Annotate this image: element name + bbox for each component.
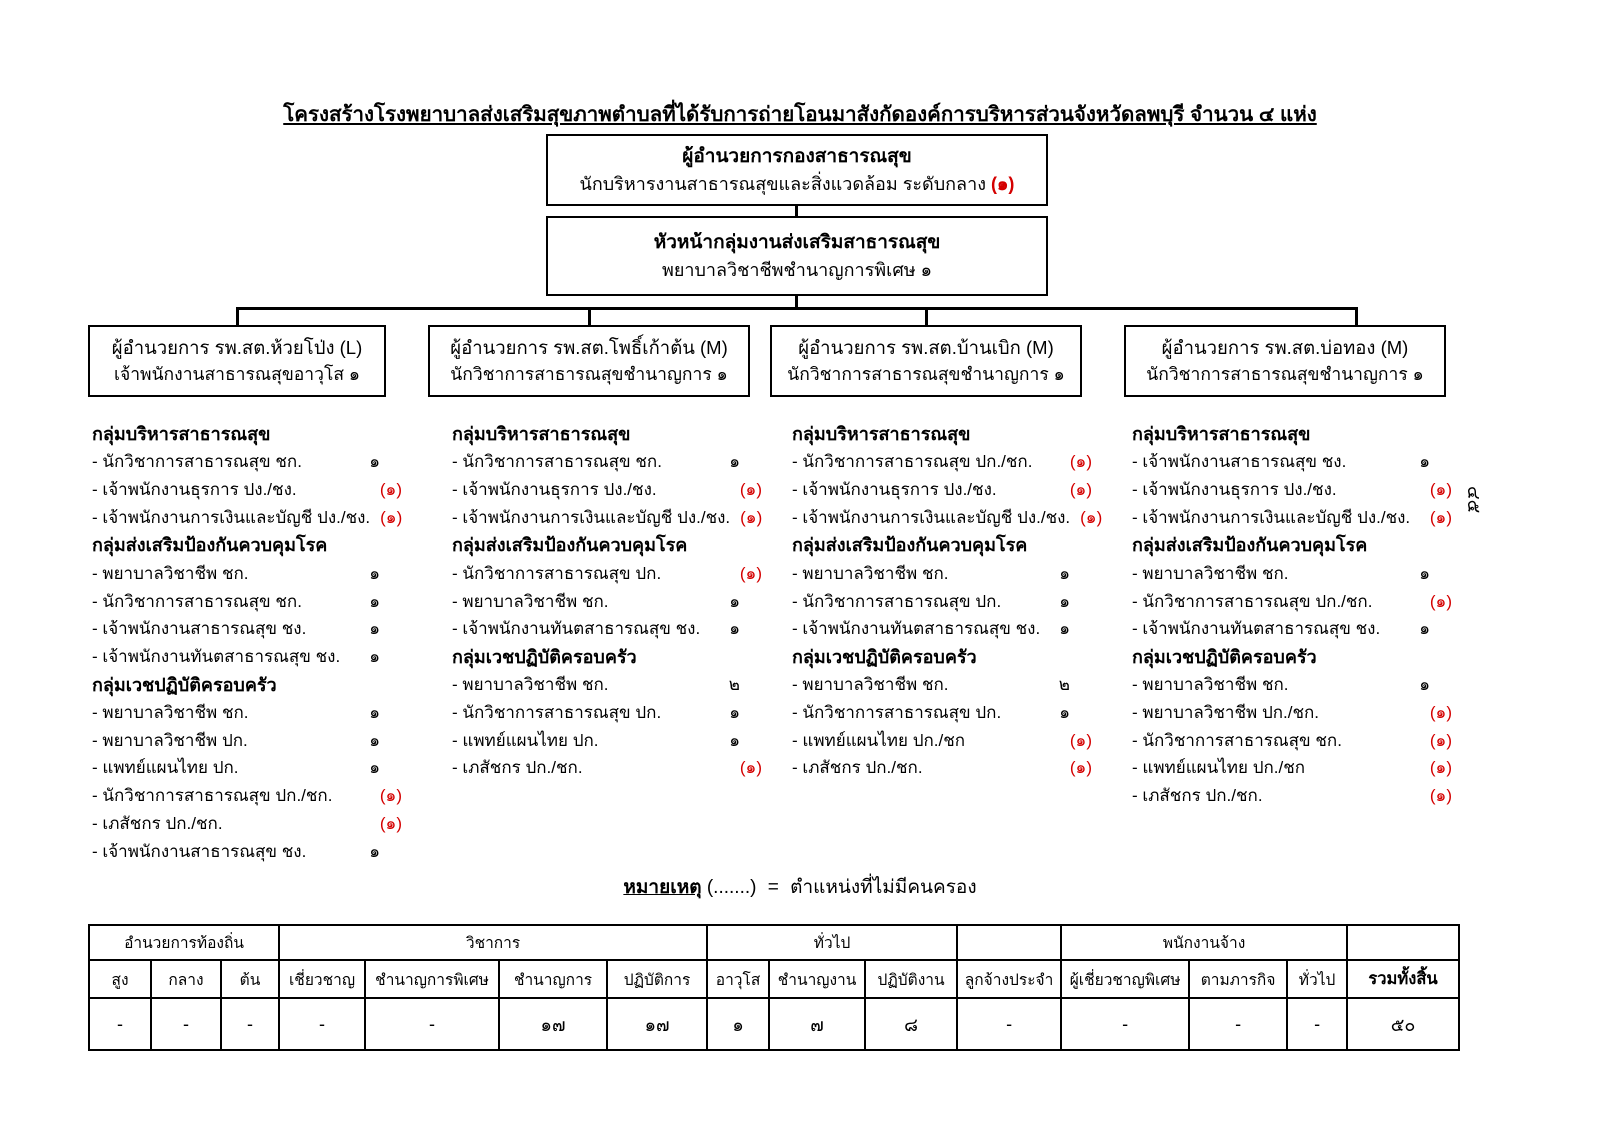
summary-sub-header: ปฏิบัติการ bbox=[607, 960, 707, 998]
staff-row bbox=[92, 699, 402, 727]
summary-sub-header: กลาง bbox=[151, 960, 221, 998]
staff-count-vacant: (๑) bbox=[379, 480, 402, 500]
summary-sub-header: สูง bbox=[89, 960, 151, 998]
summary-sub-header: ปฏิบัติงาน bbox=[865, 960, 957, 998]
staff-row bbox=[452, 754, 762, 782]
staff-column-1 bbox=[452, 420, 762, 782]
staff-row bbox=[92, 476, 402, 504]
staff-position-label: - เจ้าพนักงานการเงินและบัญชี ปง./ชง. bbox=[792, 507, 1071, 527]
summary-value-cell: - bbox=[279, 998, 365, 1050]
org-box-unit-0-subtitle: เจ้าพนักงานสาธารณสุขอาวุโส ๑ bbox=[114, 363, 360, 384]
staff-position-label: - นักวิชาการสาธารณสุข ชก. bbox=[92, 452, 302, 472]
staff-row bbox=[92, 643, 402, 671]
staff-row bbox=[452, 588, 762, 616]
staff-row bbox=[1132, 504, 1452, 532]
staff-position-label: - นักวิชาการสาธารณสุข ปก. bbox=[452, 563, 662, 583]
staff-row bbox=[1132, 699, 1452, 727]
summary-sub-header: อาวุโส bbox=[707, 960, 769, 998]
staff-count-vacant: (๑) bbox=[1429, 786, 1452, 806]
summary-value-cell: - bbox=[1287, 998, 1347, 1050]
summary-value-cell: ๑๗ bbox=[607, 998, 707, 1050]
staff-count-filled: ๑ bbox=[369, 758, 380, 778]
staff-position-label: - เจ้าพนักงานธุรการ ปง./ชง. bbox=[452, 480, 657, 500]
staff-row bbox=[452, 727, 762, 755]
legend-note-label: หมายเหตุ bbox=[623, 877, 702, 898]
staff-position-label: - นักวิชาการสาธารณสุข ชก. bbox=[452, 452, 662, 472]
staff-group-heading: กลุ่มบริหารสาธารณสุข bbox=[452, 424, 631, 444]
staff-row bbox=[1132, 476, 1452, 504]
staff-position-label: - นักวิชาการสาธารณสุข ปก./ชก. bbox=[792, 452, 1033, 472]
staff-position-label: - เจ้าพนักงานธุรการ ปง./ชง. bbox=[1132, 480, 1337, 500]
legend-note-dots: (.......) bbox=[706, 877, 757, 898]
org-box-director bbox=[546, 134, 1048, 206]
staff-row bbox=[92, 782, 402, 810]
staff-row bbox=[1132, 615, 1452, 643]
legend-note bbox=[0, 872, 1600, 902]
org-box-unit-3-subtitle: นักวิชาการสาธารณสุขชำนาญการ ๑ bbox=[1146, 363, 1424, 384]
staff-position-label: - แพทย์แผนไทย ปก./ชก bbox=[1132, 758, 1306, 778]
legend-note-equals: = bbox=[767, 877, 779, 898]
summary-value-cell: ๗ bbox=[769, 998, 865, 1050]
staff-group-heading: กลุ่มบริหารสาธารณสุข bbox=[92, 424, 271, 444]
staff-row bbox=[452, 671, 762, 699]
summary-value-cell: - bbox=[1189, 998, 1287, 1050]
staff-position-label: - แพทย์แผนไทย ปก. bbox=[452, 730, 599, 750]
staff-position-label: - เจ้าพนักงานการเงินและบัญชี ปง./ชง. bbox=[1132, 507, 1411, 527]
staff-count-filled: ๑ bbox=[1059, 591, 1070, 611]
staff-count-vacant: (๑) bbox=[1429, 730, 1452, 750]
staff-count-filled: ๑ bbox=[1419, 563, 1430, 583]
staff-count-vacant: (๑) bbox=[1429, 758, 1452, 778]
staff-row bbox=[452, 615, 762, 643]
staff-row bbox=[792, 476, 1092, 504]
staff-row bbox=[792, 588, 1092, 616]
summary-value-cell: - bbox=[221, 998, 279, 1050]
staff-position-label: - พยาบาลวิชาชีพ ชก. bbox=[452, 591, 609, 611]
staff-count-vacant: (๑) bbox=[1080, 507, 1103, 527]
staff-count-filled: ๑ bbox=[369, 730, 380, 750]
staff-position-label: - เจ้าพนักงานสาธารณสุข ชง. bbox=[92, 841, 307, 861]
staff-row bbox=[792, 560, 1092, 588]
org-box-unit-0 bbox=[88, 325, 386, 397]
staff-group-heading: กลุ่มบริหารสาธารณสุข bbox=[1132, 424, 1311, 444]
staff-position-label: - พยาบาลวิชาชีพ ปก. bbox=[92, 730, 248, 750]
staff-row bbox=[792, 754, 1092, 782]
staff-row bbox=[1132, 588, 1452, 616]
staff-position-label: - พยาบาลวิชาชีพ ชก. bbox=[1132, 563, 1289, 583]
org-box-unit-1-subtitle: นักวิชาการสาธารณสุขชำนาญการ ๑ bbox=[450, 363, 728, 384]
staff-group-heading: กลุ่มเวชปฏิบัติครอบครัว bbox=[92, 674, 277, 695]
staff-position-label: - เภสัชกร ปก./ชก. bbox=[792, 758, 923, 778]
staff-row bbox=[1132, 448, 1452, 476]
staff-count-filled: ๑ bbox=[1419, 619, 1430, 639]
staff-count-vacant: (๑) bbox=[1069, 452, 1092, 472]
summary-table bbox=[88, 924, 1460, 1051]
summary-value-cell: ๕๐ bbox=[1347, 998, 1459, 1050]
staff-count-vacant: (๑) bbox=[1429, 507, 1452, 527]
staff-row bbox=[792, 448, 1092, 476]
staff-row bbox=[1132, 754, 1452, 782]
summary-table-value-row bbox=[89, 998, 1459, 1050]
staff-position-label: - เภสัชกร ปก./ชก. bbox=[452, 758, 583, 778]
summary-value-cell: - bbox=[365, 998, 499, 1050]
staff-position-label: - นักวิชาการสาธารณสุข ปก. bbox=[792, 591, 1002, 611]
staff-position-label: - เจ้าพนักงานทันตสาธารณสุข ชง. bbox=[1132, 619, 1381, 639]
summary-value-cell: - bbox=[1061, 998, 1189, 1050]
staff-column-3 bbox=[1132, 420, 1452, 810]
staff-position-label: - นักวิชาการสาธารณสุข ปก./ชก. bbox=[92, 786, 333, 806]
staff-row bbox=[792, 504, 1103, 532]
staff-position-label: - เจ้าพนักงานสาธารณสุข ชง. bbox=[1132, 452, 1347, 472]
staff-position-label: - นักวิชาการสาธารณสุข ปก./ชก. bbox=[1132, 591, 1373, 611]
summary-table-sub-header-row bbox=[89, 960, 1459, 998]
staff-row bbox=[1132, 727, 1452, 755]
summary-sub-header: ต้น bbox=[221, 960, 279, 998]
org-box-unit-2 bbox=[770, 325, 1082, 397]
staff-count-filled: ๑ bbox=[729, 591, 740, 611]
summary-sub-header: รวมทั้งสิ้น bbox=[1347, 960, 1459, 998]
org-box-unit-2-subtitle: นักวิชาการสาธารณสุขชำนาญการ ๑ bbox=[787, 363, 1065, 384]
staff-count-filled: ๑ bbox=[1419, 675, 1430, 695]
staff-group-heading: กลุ่มส่งเสริมป้องกันควบคุมโรค bbox=[452, 535, 688, 556]
staff-count-filled: ๑ bbox=[369, 841, 380, 861]
staff-row bbox=[92, 504, 402, 532]
staff-count-filled: ๑ bbox=[369, 452, 380, 472]
staff-count-filled: ๒ bbox=[1058, 675, 1070, 695]
summary-sub-header: เชี่ยวชาญ bbox=[279, 960, 365, 998]
page-title: โครงสร้างโรงพยาบาลส่งเสริมสุขภาพตำบลที่ได้รับการถ่ายโอนมาสังกัดองค์การบริหารส่วนจังหวัดลพบุรี จำนวน ๔ แห่ง bbox=[283, 103, 1317, 126]
staff-count-vacant: (๑) bbox=[379, 786, 402, 806]
staff-row bbox=[452, 699, 762, 727]
org-box-chief-title: หัวหน้ากลุ่มงานส่งเสริมสาธารณสุข bbox=[653, 232, 941, 254]
staff-row bbox=[452, 448, 762, 476]
staff-row bbox=[92, 615, 402, 643]
staff-position-label: - แพทย์แผนไทย ปก./ชก bbox=[792, 730, 966, 750]
staff-row bbox=[92, 838, 402, 866]
staff-count-vacant: (๑) bbox=[740, 507, 763, 527]
staff-row bbox=[792, 727, 1092, 755]
staff-count-filled: ๑ bbox=[1059, 563, 1070, 583]
org-box-director-subtitle bbox=[580, 171, 1015, 197]
staff-position-label: - พยาบาลวิชาชีพ ชก. bbox=[1132, 675, 1289, 695]
staff-position-label: - พยาบาลวิชาชีพ ปก./ชก. bbox=[1132, 703, 1320, 722]
staff-position-label: - แพทย์แผนไทย ปก. bbox=[92, 758, 239, 778]
summary-group-header: ทั่วไป bbox=[707, 925, 957, 960]
staff-row bbox=[792, 699, 1092, 727]
staff-count-filled: ๑ bbox=[729, 452, 740, 472]
org-box-unit-1 bbox=[428, 325, 750, 397]
staff-row bbox=[92, 810, 402, 838]
staff-group-heading: กลุ่มส่งเสริมป้องกันควบคุมโรค bbox=[1132, 535, 1368, 556]
staff-row bbox=[792, 615, 1092, 643]
summary-group-header: พนักงานจ้าง bbox=[1061, 925, 1347, 960]
staff-group-heading: กลุ่มส่งเสริมป้องกันควบคุมโรค bbox=[792, 535, 1028, 556]
staff-row bbox=[92, 754, 402, 782]
summary-value-cell: - bbox=[89, 998, 151, 1050]
summary-group-header: อำนวยการท้องถิ่น bbox=[89, 925, 279, 960]
summary-value-cell: ๑๗ bbox=[499, 998, 607, 1050]
staff-count-filled: ๒ bbox=[728, 675, 740, 695]
staff-group-heading: กลุ่มส่งเสริมป้องกันควบคุมโรค bbox=[92, 535, 328, 556]
staff-group-heading: กลุ่มเวชปฏิบัติครอบครัว bbox=[1132, 646, 1317, 667]
staff-position-label: - เจ้าพนักงานทันตสาธารณสุข ชง. bbox=[792, 619, 1041, 639]
org-box-unit-1-title: ผู้อำนวยการ รพ.สต.โพธิ์เก้าต้น (M) bbox=[450, 336, 728, 358]
summary-group-header: วิชาการ bbox=[279, 925, 707, 960]
staff-column-0 bbox=[92, 420, 402, 865]
staff-group-heading: กลุ่มบริหารสาธารณสุข bbox=[792, 424, 971, 444]
staff-row bbox=[1132, 782, 1452, 810]
staff-count-filled: ๑ bbox=[1059, 703, 1070, 722]
staff-row bbox=[792, 671, 1092, 699]
staff-count-vacant: (๑) bbox=[1429, 480, 1452, 500]
staff-row bbox=[92, 560, 402, 588]
org-box-director-position: นักบริหารงานสาธารณสุขและสิ่งแวดล้อม ระดับกลาง bbox=[579, 173, 986, 194]
staff-position-label: - นักวิชาการสาธารณสุข ชก. bbox=[92, 591, 302, 611]
connector-drop-unit-3 bbox=[1355, 307, 1358, 326]
org-box-unit-0-title: ผู้อำนวยการ รพ.สต.ห้วยโป่ง (L) bbox=[111, 336, 363, 358]
org-box-unit-3 bbox=[1124, 325, 1446, 397]
staff-count-vacant: (๑) bbox=[739, 758, 762, 778]
staff-position-label: - พยาบาลวิชาชีพ ชก. bbox=[92, 703, 249, 722]
staff-row bbox=[452, 476, 762, 504]
staff-position-label: - นักวิชาการสาธารณสุข ชก. bbox=[1132, 730, 1342, 750]
connector-horizontal-bus bbox=[236, 307, 1358, 310]
staff-count-vacant: (๑) bbox=[1429, 591, 1452, 611]
staff-position-label: - เจ้าพนักงานทันตสาธารณสุข ชง. bbox=[92, 646, 341, 666]
summary-table-group-header-row bbox=[89, 925, 1459, 960]
staff-column-2 bbox=[792, 420, 1103, 782]
staff-row bbox=[92, 588, 402, 616]
staff-count-vacant: (๑) bbox=[1429, 703, 1452, 722]
staff-count-filled: ๑ bbox=[1419, 452, 1430, 472]
staff-position-label: - พยาบาลวิชาชีพ ชก. bbox=[452, 675, 609, 695]
staff-count-vacant: (๑) bbox=[739, 563, 762, 583]
staff-count-vacant: (๑) bbox=[380, 507, 403, 527]
connector-director-to-chief bbox=[795, 205, 798, 217]
staff-count-filled: ๑ bbox=[369, 646, 380, 666]
summary-sub-header: ชำนาญการพิเศษ bbox=[365, 960, 499, 998]
staff-count-vacant: (๑) bbox=[379, 813, 402, 833]
staff-count-filled: ๑ bbox=[369, 591, 380, 611]
staff-row bbox=[92, 448, 402, 476]
org-box-director-title: ผู้อำนวยการกองสาธารณสุข bbox=[682, 146, 912, 168]
staff-count-vacant: (๑) bbox=[1069, 758, 1092, 778]
summary-sub-header: ตามภารกิจ bbox=[1189, 960, 1287, 998]
summary-sub-header: ผู้เชี่ยวชาญพิเศษ bbox=[1061, 960, 1189, 998]
staff-count-vacant: (๑) bbox=[1069, 730, 1092, 750]
connector-drop-unit-2 bbox=[925, 307, 928, 326]
org-box-director-count: (๑) bbox=[991, 173, 1015, 194]
staff-position-label: - เจ้าพนักงานธุรการ ปง./ชง. bbox=[792, 480, 997, 500]
org-box-chief-subtitle: พยาบาลวิชาชีพชำนาญการพิเศษ ๑ bbox=[661, 259, 933, 280]
staff-position-label: - พยาบาลวิชาชีพ ชก. bbox=[792, 563, 949, 583]
staff-position-label: - นักวิชาการสาธารณสุข ปก. bbox=[792, 703, 1002, 722]
org-box-chief bbox=[546, 216, 1048, 296]
staff-position-label: - นักวิชาการสาธารณสุข ปก. bbox=[452, 703, 662, 722]
staff-position-label: - เจ้าพนักงานสาธารณสุข ชง. bbox=[92, 619, 307, 639]
summary-group-header bbox=[957, 925, 1061, 960]
staff-position-label: - เภสัชกร ปก./ชก. bbox=[92, 813, 223, 833]
staff-position-label: - เจ้าพนักงานธุรการ ปง./ชง. bbox=[92, 480, 297, 500]
staff-position-label: - พยาบาลวิชาชีพ ชก. bbox=[792, 675, 949, 695]
summary-sub-header: ลูกจ้างประจำ bbox=[957, 960, 1061, 998]
staff-row bbox=[452, 560, 762, 588]
staff-row bbox=[1132, 560, 1452, 588]
legend-note-text: ตำแหน่งที่ไม่มีคนครอง bbox=[790, 877, 977, 898]
connector-drop-unit-0 bbox=[236, 307, 239, 326]
org-box-unit-2-title: ผู้อำนวยการ รพ.สต.บ้านเบิก (M) bbox=[798, 336, 1054, 358]
staff-position-label: - เจ้าพนักงานการเงินและบัญชี ปง./ชง. bbox=[452, 507, 731, 527]
staff-position-label: - เจ้าพนักงานทันตสาธารณสุข ชง. bbox=[452, 619, 701, 639]
summary-sub-header: ทั่วไป bbox=[1287, 960, 1347, 998]
staff-count-filled: ๑ bbox=[369, 619, 380, 639]
summary-sub-header: ชำนาญงาน bbox=[769, 960, 865, 998]
staff-row bbox=[1132, 671, 1452, 699]
staff-group-heading: กลุ่มเวชปฏิบัติครอบครัว bbox=[452, 646, 637, 667]
staff-position-label: - เจ้าพนักงานการเงินและบัญชี ปง./ชง. bbox=[92, 507, 371, 527]
staff-position-label: - เภสัชกร ปก./ชก. bbox=[1132, 786, 1263, 806]
summary-group-header bbox=[1347, 925, 1459, 960]
staff-count-filled: ๑ bbox=[729, 619, 740, 639]
staff-position-label: - พยาบาลวิชาชีพ ชก. bbox=[92, 563, 249, 583]
staff-count-vacant: (๑) bbox=[1069, 480, 1092, 500]
page-number-marker: ๔๕ bbox=[1464, 486, 1484, 514]
summary-value-cell: ๘ bbox=[865, 998, 957, 1050]
summary-value-cell: - bbox=[151, 998, 221, 1050]
summary-value-cell: - bbox=[957, 998, 1061, 1050]
connector-drop-unit-1 bbox=[588, 307, 591, 326]
staff-row bbox=[92, 727, 402, 755]
staff-count-filled: ๑ bbox=[369, 703, 380, 722]
staff-count-filled: ๑ bbox=[729, 730, 740, 750]
summary-sub-header: ชำนาญการ bbox=[499, 960, 607, 998]
staff-count-vacant: (๑) bbox=[739, 480, 762, 500]
staff-count-filled: ๑ bbox=[369, 563, 380, 583]
summary-value-cell: ๑ bbox=[707, 998, 769, 1050]
staff-count-filled: ๑ bbox=[1059, 619, 1070, 639]
org-box-unit-3-title: ผู้อำนวยการ รพ.สต.บ่อทอง (M) bbox=[1161, 336, 1409, 358]
staff-group-heading: กลุ่มเวชปฏิบัติครอบครัว bbox=[792, 646, 977, 667]
staff-row bbox=[452, 504, 762, 532]
staff-count-filled: ๑ bbox=[729, 703, 740, 722]
